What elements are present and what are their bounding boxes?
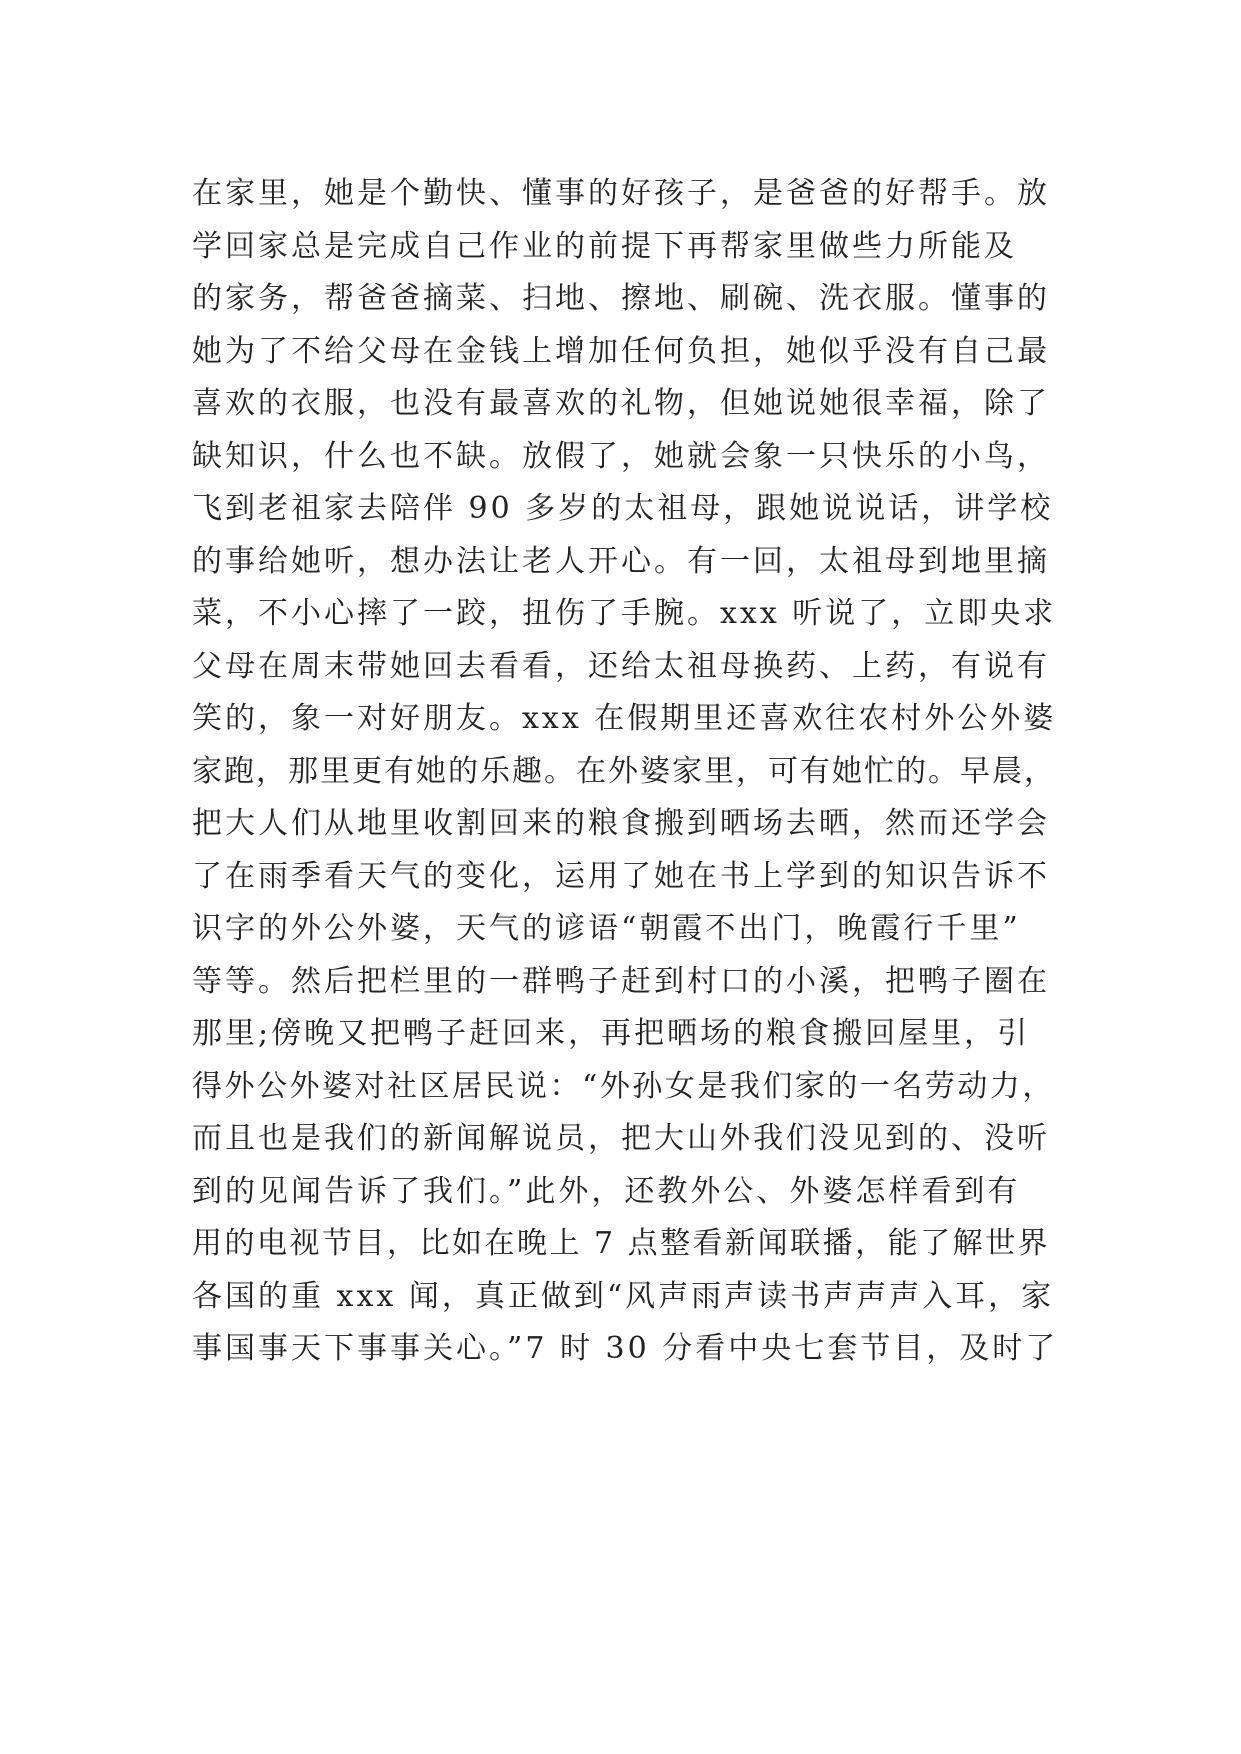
text-line: 的事给她听，想办法让老人开心。有一回，太祖母到地里摘 [192,543,1050,579]
text-line: 各国的重 xxx 闻，真正做到“风声雨声读书声声声入耳，家 [192,1278,1055,1314]
text-line: 笑的，象一对好朋友。xxx 在假期里还喜欢往农村外公外婆 [192,701,1057,736]
text-line: 把大人们从地里收割回来的粮食搬到晒场去晒，然而还学会 [192,806,1050,841]
text-line: 家跑，那里更有她的乐趣。在外婆家里，可有她忙的。早晨， [192,753,1056,789]
text-line: 父母在周末带她回去看看，还给太祖母换药、上药，有说有 [192,648,1050,684]
text-line: 到的见闻告诉了我们。”此外，还教外公、外婆怎样看到有 [192,1173,1021,1209]
text-line: 识字的外公外婆，天气的谚语“朝霞不出门，晚霞行千里” [192,911,1021,946]
text-line: 事国事天下事事关心。”7 时 30 分看中央七套节目，及时了 [192,1331,1059,1366]
text-line: 喜欢的衣服，也没有最喜欢的礼物，但她说她很幸福，除了 [192,386,1050,421]
body-paragraph [192,168,1062,1376]
text-line: 菜，不小心摔了一跤，扭伤了手腕。xxx 听说了，立即央求 [192,596,1057,631]
text-line: 她为了不给父母在金钱上增加任何负担，她似乎没有自己最 [192,333,1050,369]
text-line: 而且也是我们的新闻解说员，把大山外我们没见到的、没听 [192,1121,1050,1156]
text-line: 学回家总是完成自己作业的前提下再帮家里做些力所能及 [192,228,1017,264]
text-line: 飞到老祖家去陪伴 90 多岁的太祖母，跟她说说话，讲学校 [192,491,1054,526]
text-line: 在家里，她是个勤快、懂事的好孩子，是爸爸的好帮手。放 [192,176,1050,211]
text-line: 等等。然后把栏里的一群鸭子赶到村口的小溪，把鸭子圈在 [192,963,1050,999]
text-line: 缺知识，什么也不缺。放假了，她就会象一只快乐的小鸟， [192,438,1050,474]
text-line: 了在雨季看天气的变化，运用了她在书上学到的知识告诉不 [192,858,1050,894]
text-line: 得外公外婆对社区居民说：“外孙女是我们家的一名劳动力， [192,1068,1055,1104]
text-line: 那里;傍晚又把鸭子赶回来，再把晒场的粮食搬回屋里，引 [192,1016,1031,1051]
text-line: 用的电视节目，比如在晚上 7 点整看新闻联播，能了解世界 [192,1226,1051,1261]
text-line: 的家务，帮爸爸摘菜、扫地、擦地、刷碗、洗衣服。懂事的 [192,281,1050,316]
